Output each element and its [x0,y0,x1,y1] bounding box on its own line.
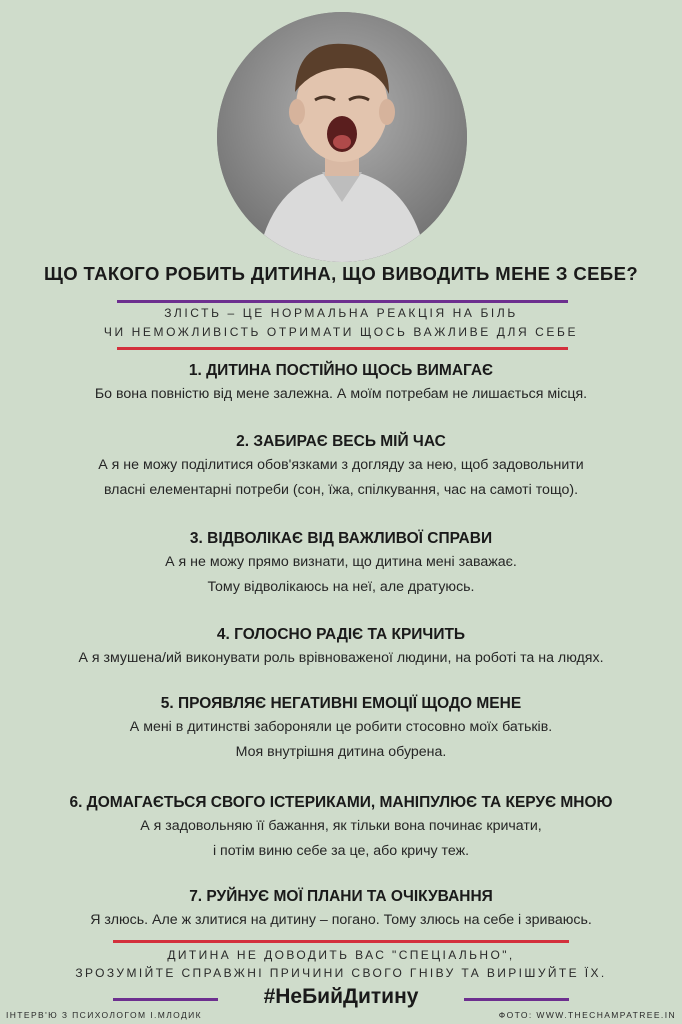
item-heading: 5. ПРОЯВЛЯЄ НЕГАТИВНІ ЕМОЦІЇ ЩОДО МЕНЕ [160,695,522,712]
subtitle-line-2: ЧИ НЕМОЖЛИВІСТЬ ОТРИМАТИ ЩОСЬ ВАЖЛИВЕ ДЛЯ СЕБЕ [103,325,579,339]
hashtag: #НеБийДитину [263,985,419,1008]
photo-credit: ФОТО: WWW.THECHAMPATREE.IN [498,1010,676,1020]
list-item [0,431,682,503]
item-heading: 4. ГОЛОСНО РАДІЄ ТА КРИЧИТЬ [216,626,466,643]
item-heading: 3. ВІДВОЛІКАЄ ВІД ВАЖЛИВОЇ СПРАВИ [189,530,493,547]
list-item [0,360,682,407]
footer-line-1: ДИТИНА НЕ ДОВОДИТЬ ВАС "СПЕЦІАЛЬНО", [167,948,515,962]
list-item [0,792,682,864]
item-text: і потім виню себе за це, або кричу теж. [212,843,470,859]
item-text: А я не можу поділитися обов'язками з догляду за нею, щоб задовольнити [98,457,584,473]
item-text: Тому відволікаюсь на неї, але дратуюсь. [207,579,475,595]
list-item [0,624,682,671]
hashtag-divider-right [464,998,569,1001]
footer-line-2: ЗРОЗУМІЙТЕ СПРАВЖНІ ПРИЧИНИ СВОГО ГНІВУ ТА ВИРІШУЙТЕ ЇХ. [75,966,607,980]
subtitle-line-1: ЗЛІСТЬ – ЦЕ НОРМАЛЬНА РЕАКЦІЯ НА БІЛЬ [164,306,518,320]
item-heading: 7. РУЙНУЄ МОЇ ПЛАНИ ТА ОЧІКУВАННЯ [189,888,493,905]
screaming-boy-photo [217,12,467,262]
item-text: Я злюсь. Але ж злитися на дитину – погано. Тому злюсь на себе і зриваюсь. [90,912,592,928]
list-item [0,886,682,933]
item-text: власні елементарні потреби (сон, їжа, спілкування, час на самоті тощо). [103,482,579,498]
page-title: ЩО ТАКОГО РОБИТЬ ДИТИНА, ЩО ВИВОДИТЬ МЕНЕ З СЕБЕ? [43,263,639,284]
list-item [0,528,682,600]
subtitle-divider-red [117,347,568,350]
item-text: А я задовольняю її бажання, як тільки вона починає кричати, [140,818,542,834]
item-text: А мені в дитинстві забороняли це робити стосовно моїх батьків. [129,719,553,735]
title-divider-purple [117,300,568,303]
item-text: А я не можу прямо визнати, що дитина мені заважає. [165,554,517,570]
item-text: Бо вона повністю від мене залежна. А моїм потребам не лишається місця. [94,386,588,402]
footer-divider-red [113,940,569,943]
item-text: Моя внутрішня дитина обурена. [235,744,447,760]
interview-credit: ІНТЕРВ'Ю З ПСИХОЛОГОМ І.МЛОДИК [6,1010,203,1020]
item-text: А я змушена/ий виконувати роль врівноваженої людини, на роботі та на людях. [78,650,604,666]
list-item [0,693,682,765]
item-heading: 1. ДИТИНА ПОСТІЙНО ЩОСЬ ВИМАГАЄ [188,362,494,379]
item-heading: 2. ЗАБИРАЄ ВЕСЬ МІЙ ЧАС [236,433,446,450]
item-heading: 6. ДОМАГАЄТЬСЯ СВОГО ІСТЕРИКАМИ, МАНІПУЛЮЄ ТА КЕРУЄ МНОЮ [69,794,613,811]
